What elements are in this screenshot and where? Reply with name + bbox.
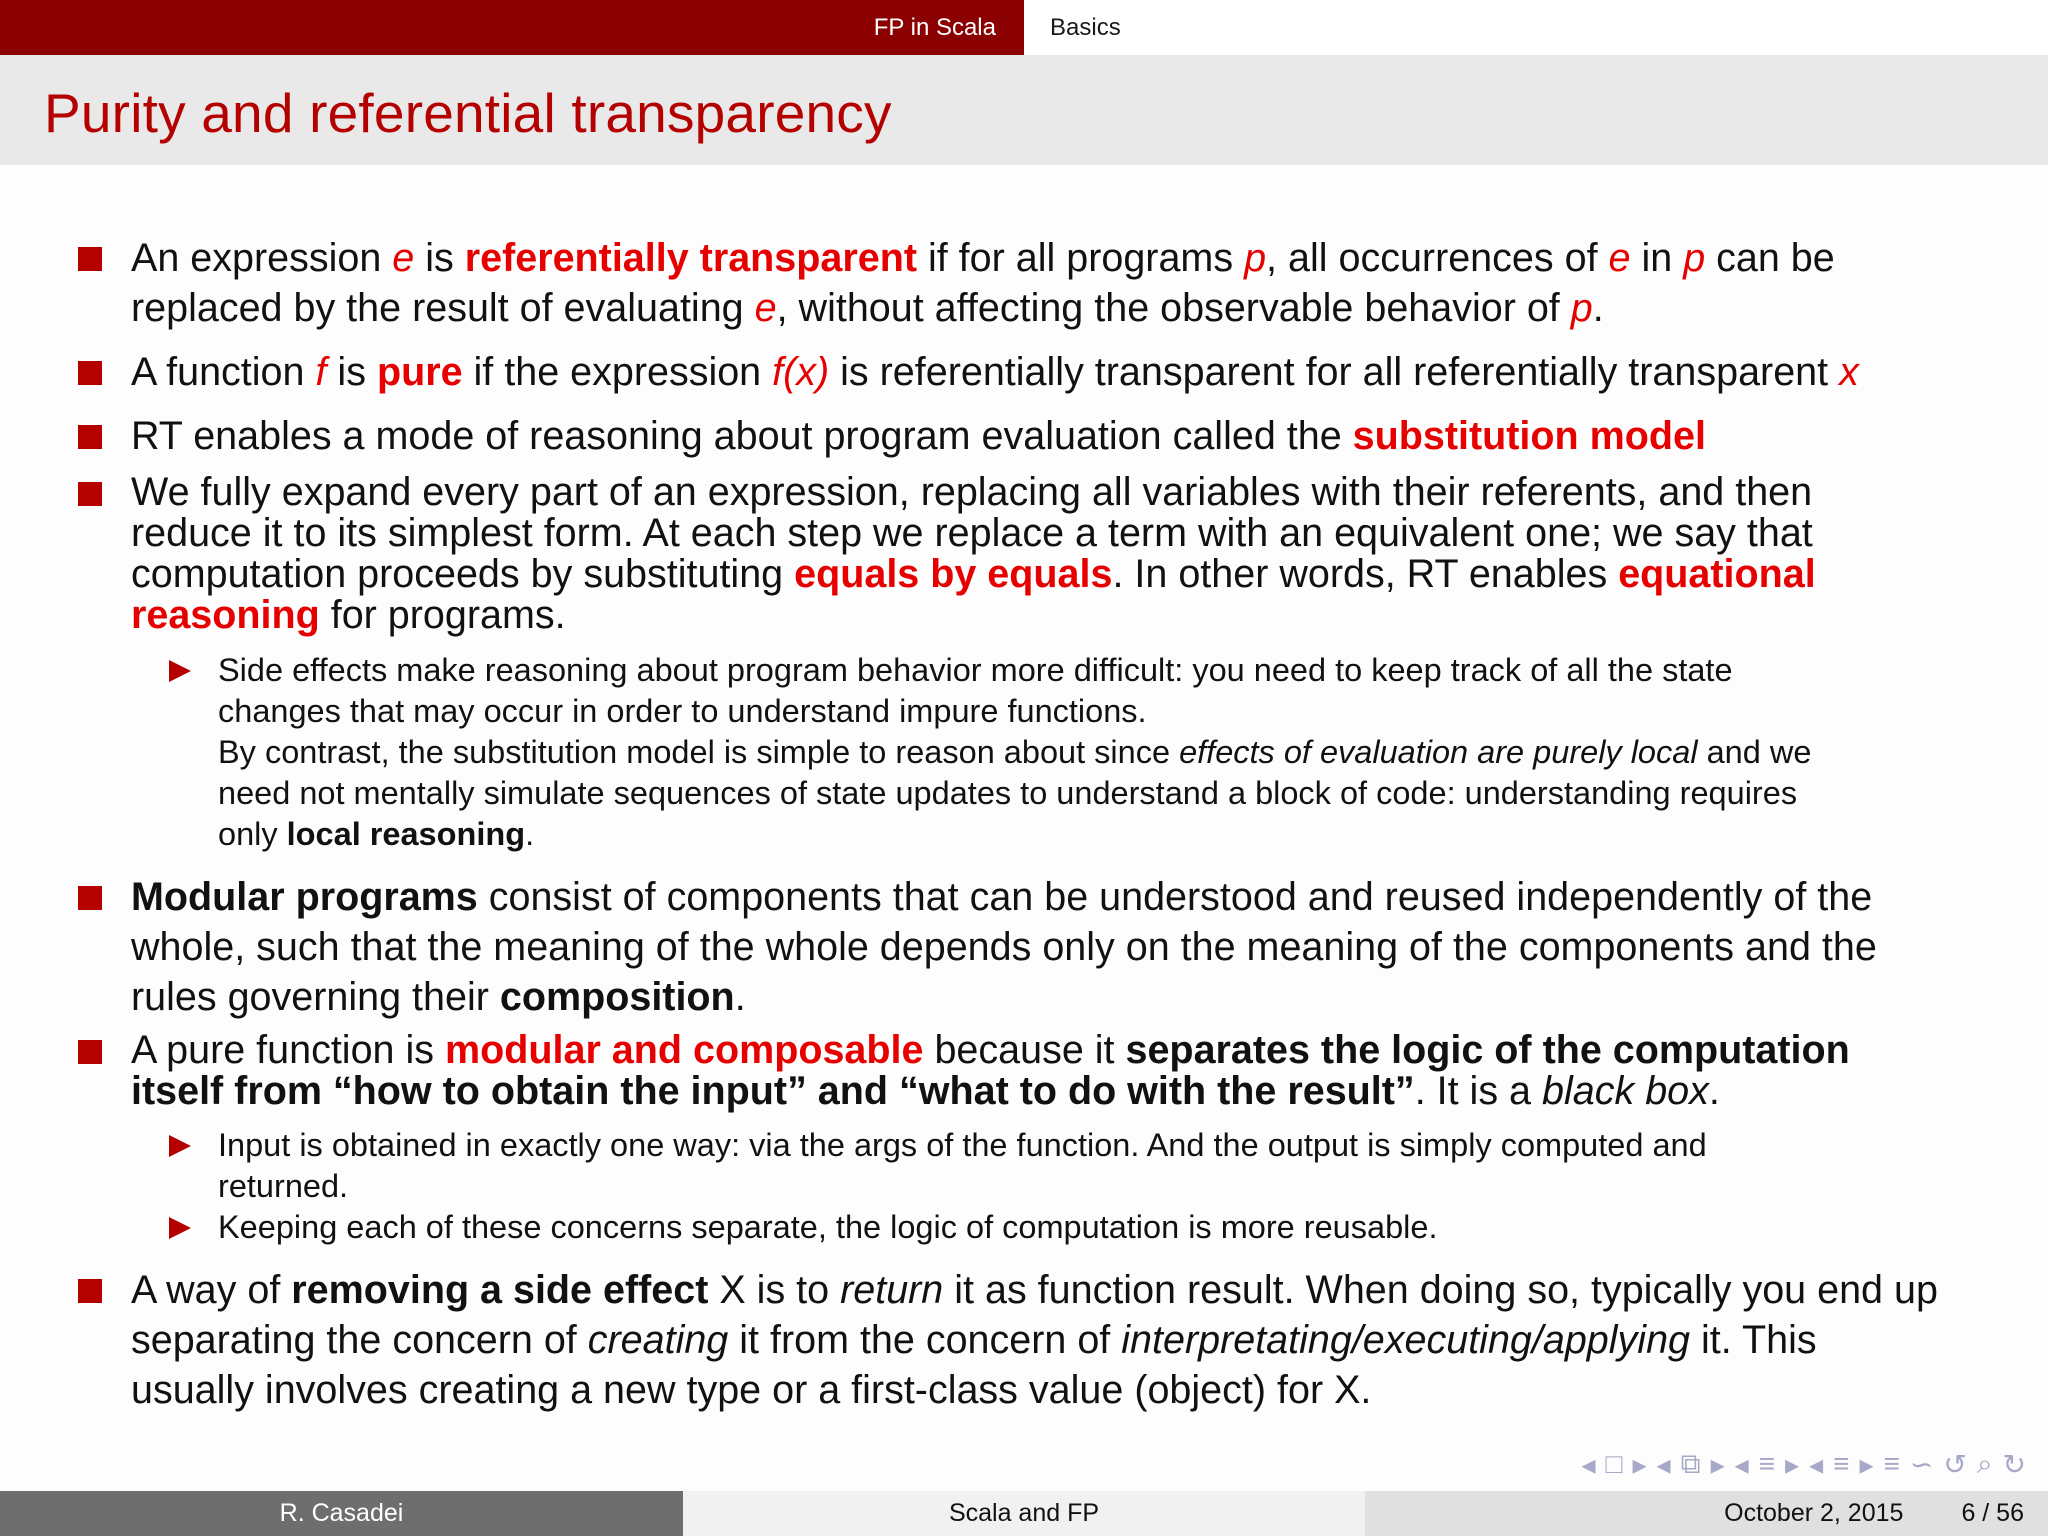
body-text: consist of components that can be understood and reused independently of the — [477, 875, 1873, 919]
body-text: . — [734, 975, 746, 1019]
title-bar — [0, 55, 2048, 165]
nav-prev-section-icon[interactable]: ◂ — [1809, 1449, 1824, 1480]
nav-prev-subsection-icon[interactable]: ◂ — [1734, 1449, 1749, 1480]
emphasis-text: equational — [1618, 552, 1816, 596]
text-line — [131, 872, 2011, 922]
text-line — [218, 732, 2018, 773]
bullet-modular-programs — [131, 872, 2011, 1022]
slide-title: Purity and referential transparency — [44, 82, 892, 144]
emphasis-text: x — [1839, 350, 1859, 394]
bullet-referential-transparency — [131, 233, 2011, 333]
text-line — [218, 1207, 2018, 1248]
bullet-triangle-icon — [169, 1135, 191, 1157]
emphasis-text: f(x) — [772, 350, 830, 394]
frame-icon[interactable]: □ — [1605, 1448, 1623, 1479]
body-text: Keeping each of these concerns separate, the logic of computation is more reusable. — [218, 1209, 1438, 1245]
body-text: A function — [131, 350, 316, 394]
bullet-removing-side-effect — [131, 1265, 2011, 1415]
bullet-square-icon — [78, 361, 102, 385]
text-line — [131, 1265, 2011, 1315]
emphasis-text: removing a side effect — [291, 1268, 709, 1312]
emphasis-text: e — [1608, 236, 1631, 280]
body-text: only — [218, 816, 287, 852]
emphasis-text: equals by equals — [794, 552, 1113, 596]
emphasis-text: composition — [499, 975, 735, 1019]
text-line — [131, 1365, 2011, 1415]
text-line — [131, 595, 2011, 636]
body-text: need not mentally simulate sequences of state updates to understand a block of code: understanding requires — [218, 775, 1798, 811]
body-text: An expression — [131, 236, 393, 280]
body-text: A pure function is — [131, 1028, 445, 1072]
top-nav-bar — [0, 0, 2048, 55]
body-text: . — [1592, 286, 1604, 330]
body-text: Side effects make reasoning about program behavior more difficult: you need to keep track of all the state — [218, 652, 1733, 688]
emphasis-text: interpretating/executing/applying — [1121, 1318, 1691, 1362]
body-text: . It is a — [1414, 1069, 1543, 1113]
body-text: it from the concern of — [728, 1318, 1122, 1362]
text-line — [131, 347, 2011, 397]
footer-bar — [0, 1491, 2048, 1536]
bullet-equational-reasoning — [131, 472, 2011, 636]
emphasis-text: black box — [1542, 1069, 1709, 1113]
footer-page-number: 6 / 56 — [1961, 1499, 2024, 1527]
subbullet-input — [218, 1125, 2018, 1207]
subbullet-separate-concerns — [218, 1207, 2018, 1248]
emphasis-text: itself from “how to obtain the input” and “what to do with the result” — [131, 1069, 1415, 1113]
emphasis-text: substitution model — [1352, 414, 1706, 458]
body-text: if for all programs — [916, 236, 1245, 280]
footer-talk-cell — [683, 1491, 1365, 1536]
bullet-square-icon — [78, 482, 102, 506]
emphasis-text: effects of evaluation are purely local — [1179, 734, 1698, 770]
footer-date-cell — [1365, 1491, 2048, 1536]
footer-author-cell — [0, 1491, 683, 1536]
body-text: replaced by the result of evaluating — [131, 286, 755, 330]
search-icon[interactable]: ⌕ — [1976, 1448, 1993, 1479]
undo-icon[interactable]: ↺ — [1943, 1449, 1967, 1480]
emphasis-text: creating — [587, 1318, 729, 1362]
body-text: changes that may occur in order to understand impure functions. — [218, 693, 1147, 729]
beamer-nav-controls — [1581, 1448, 2026, 1481]
nav-subsection[interactable] — [1024, 0, 2048, 55]
body-text: X is to — [708, 1268, 841, 1312]
text-line — [131, 972, 2011, 1022]
text-line — [131, 554, 2011, 595]
body-text: is referentially transparent for all referentially transparent — [829, 350, 1840, 394]
body-text: . In other words, RT enables — [1112, 552, 1619, 596]
bullet-square-icon — [78, 247, 102, 271]
body-text: is — [414, 236, 465, 280]
subbullet-side-effects — [218, 650, 2018, 855]
footer-talk-title: Scala and FP — [948, 1499, 1100, 1527]
bullet-square-icon — [78, 886, 102, 910]
emphasis-text: local reasoning — [286, 816, 526, 852]
emphasis-text: e — [754, 286, 777, 330]
emphasis-text: modular and composable — [445, 1028, 924, 1072]
bullet-substitution-model — [131, 411, 2011, 461]
slide-icon[interactable]: ⧉ — [1680, 1448, 1701, 1479]
toc-icon[interactable]: ≡ — [1883, 1448, 1900, 1479]
body-text: RT enables a mode of reasoning about program evaluation called the — [131, 414, 1353, 458]
body-text: can be — [1705, 236, 1835, 280]
emphasis-text: Modular programs — [131, 875, 478, 919]
emphasis-text: p — [1244, 236, 1267, 280]
body-text: reduce it to its simplest form. At each step we replace a term with an equivalent one; we say that — [131, 511, 1813, 555]
text-line — [131, 411, 2011, 461]
nav-section[interactable] — [0, 0, 1024, 55]
bullet-square-icon — [78, 1040, 102, 1064]
body-text: Input is obtained in exactly one way: via the args of the function. And the output is simply computed and — [218, 1127, 1707, 1163]
body-text: if the expression — [462, 350, 773, 394]
text-line — [131, 513, 2011, 554]
body-text: . — [525, 816, 535, 852]
body-text: returned. — [218, 1168, 349, 1204]
text-line — [218, 1125, 2018, 1166]
footer-author: R. Casadei — [279, 1499, 404, 1527]
bullet-pure-function — [131, 347, 2011, 397]
bullet-square-icon — [78, 1279, 102, 1303]
text-line — [131, 283, 2011, 333]
bullet-triangle-icon — [169, 1217, 191, 1239]
body-text: A way of — [131, 1268, 292, 1312]
text-line — [218, 1166, 2018, 1207]
text-line — [131, 472, 2011, 513]
emphasis-text: e — [392, 236, 415, 280]
text-line — [131, 922, 2011, 972]
body-text: computation proceeds by substituting — [131, 552, 795, 596]
body-text: By contrast, the substitution model is simple to reason about since — [218, 734, 1180, 770]
emphasis-text: p — [1570, 286, 1593, 330]
body-text: usually involves creating a new type or a first-class value (object) for X. — [131, 1368, 1372, 1412]
nav-next-frame-icon[interactable]: ▸ — [1632, 1449, 1647, 1480]
body-text: for programs. — [319, 593, 566, 637]
text-line — [218, 691, 2018, 732]
emphasis-text: return — [840, 1268, 944, 1312]
text-line — [131, 1315, 2011, 1365]
body-text: in — [1630, 236, 1684, 280]
body-text: is — [326, 350, 377, 394]
bullet-triangle-icon — [169, 660, 191, 682]
body-text: because it — [923, 1028, 1126, 1072]
body-text: separating the concern of — [131, 1318, 588, 1362]
body-text: rules governing their — [131, 975, 500, 1019]
emphasis-text: referentially transparent — [464, 236, 917, 280]
emphasis-text: reasoning — [131, 593, 320, 637]
nav-next-section-icon[interactable]: ▸ — [1859, 1449, 1874, 1480]
nav-prev-slide-icon[interactable]: ◂ — [1656, 1449, 1671, 1480]
text-line — [131, 233, 2011, 283]
text-line — [218, 650, 2018, 691]
subsection-icon[interactable]: ≡ — [1758, 1448, 1776, 1479]
body-text: it. This — [1690, 1318, 1817, 1362]
emphasis-text: separates the logic of the computation — [1125, 1028, 1850, 1072]
body-text: whole, such that the meaning of the whole depends only on the meaning of the components and the — [131, 925, 1877, 969]
emphasis-text: p — [1683, 236, 1706, 280]
nav-subsection-label[interactable]: Basics — [1050, 13, 1121, 41]
back-icon[interactable]: ∽ — [1909, 1449, 1934, 1480]
bullet-square-icon — [78, 425, 102, 449]
body-text: We fully expand every part of an expression, replacing all variables with their referents, and then — [131, 470, 1813, 514]
nav-section-label[interactable]: FP in Scala — [873, 13, 996, 41]
redo-icon[interactable]: ↻ — [2002, 1449, 2026, 1480]
body-text: , all occurrences of — [1266, 236, 1609, 280]
section-icon[interactable]: ≡ — [1833, 1448, 1850, 1479]
text-line — [218, 814, 2018, 855]
footer-date: October 2, 2015 — [1724, 1499, 1904, 1527]
text-line — [131, 1071, 2011, 1112]
text-line — [131, 1030, 2011, 1071]
bullet-pure-function-modular — [131, 1030, 2011, 1112]
nav-next-slide-icon[interactable]: ▸ — [1710, 1449, 1725, 1480]
nav-prev-frame-icon[interactable]: ◂ — [1581, 1449, 1596, 1480]
nav-next-subsection-icon[interactable]: ▸ — [1785, 1449, 1800, 1480]
body-text: and we — [1697, 734, 1812, 770]
emphasis-text: pure — [376, 350, 463, 394]
emphasis-text: f — [315, 350, 327, 394]
body-text: . — [1708, 1069, 1720, 1113]
body-text: it as function result. When doing so, typically you end up — [943, 1268, 1938, 1312]
text-line — [218, 773, 2018, 814]
body-text: , without affecting the observable behavior of — [776, 286, 1571, 330]
